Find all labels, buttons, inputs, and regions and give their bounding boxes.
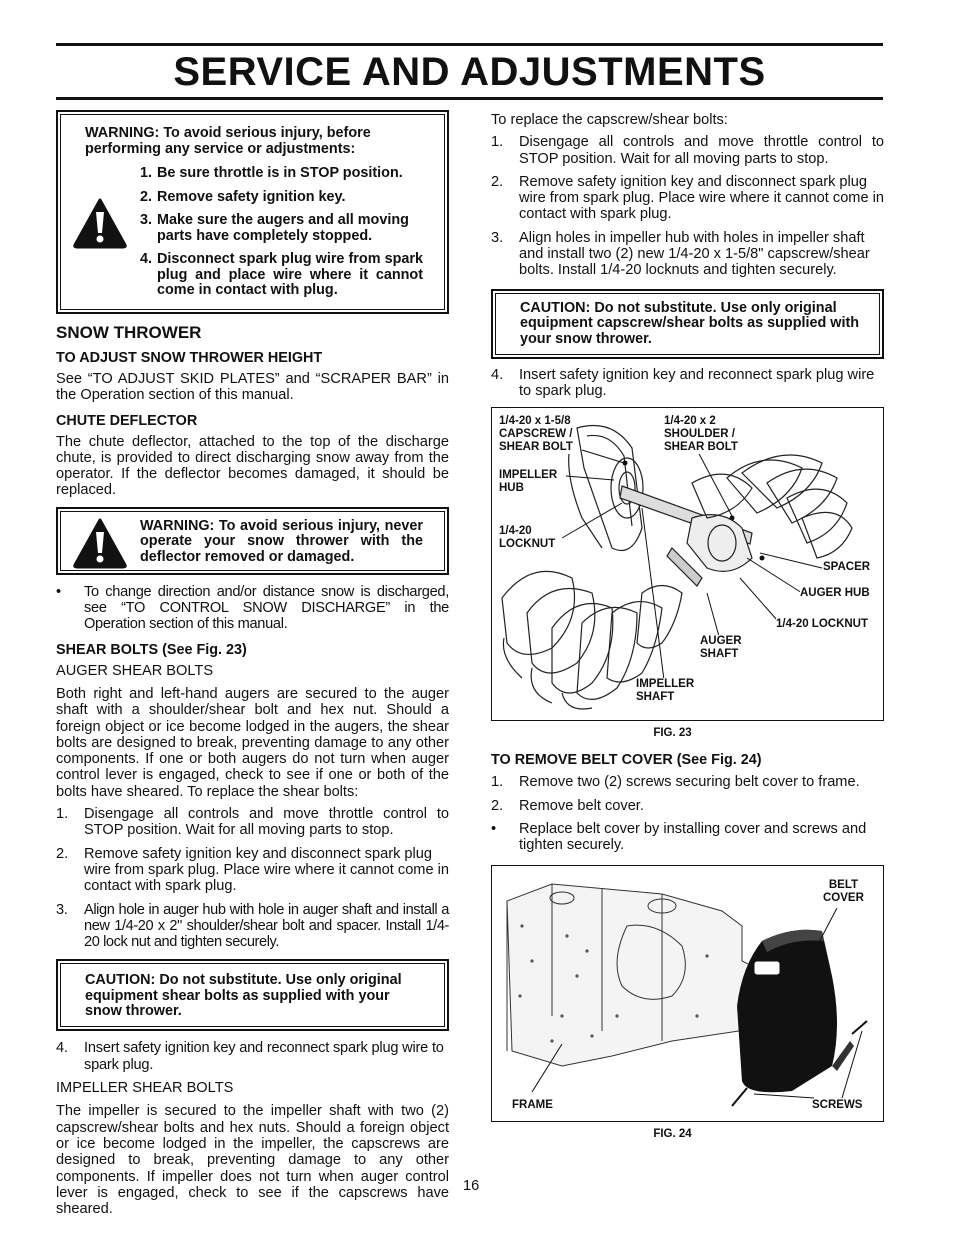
warning-box-service (56, 110, 449, 314)
auger-shear-text: Both right and left-hand augers are secured to the auger shaft with a shoulder/shear bolt and hex nut. Should a foreign object or ice become lodged in the augers, the shear bolts are designed to break, preventing damage to any other components. If one or both augers do not turn when auger control lever is engaged, check to see if one or both of the bolts have sheared. To replace the shear bolts: (56, 685, 449, 800)
capscrew-step-4: 4. Insert safety ignition key and reconnect spark plug wire to spark plug. (491, 366, 875, 399)
heading-remove-belt-cover: TO REMOVE BELT COVER (See Fig. 24) (491, 752, 762, 769)
replace-capscrew-intro: To replace the capscrew/shear bolts: (491, 112, 728, 128)
warning-step: 2. Remove safety ignition key. (140, 188, 346, 205)
figure-23-auger-impeller (491, 407, 884, 721)
label-impeller-shaft: IMPELLER SHAFT (636, 678, 695, 704)
belt-step: 2. Remove belt cover. (491, 797, 644, 814)
warning-step: 1. Be sure throttle is in STOP position. (140, 165, 403, 181)
belt-step-bullet: • Replace belt cover by installing cover and screws and tighten securely. (491, 820, 867, 854)
figure-23-caption: FIG. 23 (653, 727, 692, 740)
figure-24-belt-cover (491, 865, 884, 1122)
caution-box-capscrew (491, 289, 884, 359)
label-locknut-right: 1/4-20 LOCKNUT (776, 618, 869, 631)
caution-capscrew-text: CAUTION: Do not substitute. Use only original equipment capscrew/shear bolts as supplied with your snow thrower. (520, 299, 860, 347)
subheading-impeller-shear-bolts: IMPELLER SHEAR BOLTS (56, 1080, 234, 1097)
auger-step: 3. Align hole in auger hub with hole in auger shaft and install a new 1/4-20 x 2" shoulder/shear bolt and spacer. Install 1/4-20 lock nut and tighten securely. (56, 901, 449, 951)
heading-chute-deflector: CHUTE DEFLECTOR (56, 412, 198, 429)
warning-triangle-icon (72, 517, 128, 569)
caution-box-auger (56, 959, 449, 1031)
warning-intro: WARNING: To avoid serious injury, before performing any service or adjustments: (85, 125, 371, 157)
label-shoulder-shear-bolt: 1/4-20 x 2 SHOULDER / SHEAR BOLT (664, 415, 738, 454)
heading-shear-bolts: SHEAR BOLTS (See Fig. 23) (56, 641, 247, 658)
impeller-shear-text: The impeller is secured to the impeller shaft with two (2) capscrew/shear bolts and hex nuts. Should a foreign object or ice become lodged in the impeller, the capscrews are designed to break, preventing damage to any other components. If impeller does not turn when auger control lever is engaged, check to see if the capscrews have sheared. (56, 1103, 449, 1218)
label-impeller-hub: IMPELLER HUB (499, 469, 558, 495)
capscrew-step: 2. Remove safety ignition key and disconnect spark plug wire from spark plug. Place wire where it cannot come in contact with spark plug. (491, 173, 884, 223)
title-bottom-rule (56, 97, 883, 100)
auger-step-4: 4. Insert safety ignition key and reconnect spark plug wire to spark plug. (56, 1040, 444, 1073)
warning-deflector-text: WARNING: To avoid serious injury, never operate your snow thrower with the deflector removed or damaged. (140, 517, 423, 565)
warning-step: 4. Disconnect spark plug wire from spark plug and place wire where it cannot come in contact with plug. (140, 251, 423, 298)
height-text: See “TO ADJUST SKID PLATES” and “SCRAPER BAR” in the Operation section of this manual. (56, 371, 449, 404)
warning-triangle-icon (72, 197, 128, 249)
label-spacer: SPACER (823, 561, 871, 574)
belt-step: 1. Remove two (2) screws securing belt cover to frame. (491, 774, 860, 791)
label-locknut-left: 1/4-20 LOCKNUT (499, 525, 556, 551)
right-column (491, 112, 884, 1140)
discharge-bullet: • To change direction and/or distance snow is discharged, see “TO CONTROL SNOW DISCHARGE” in the Operation section of this manual. (56, 583, 449, 633)
figure-24-caption: FIG. 24 (653, 1128, 692, 1141)
capscrew-step: 3. Align holes in impeller hub with holes in impeller shaft and install two (2) new 1/4-20 x 1-5/8" capscrew/shear bolts. Install 1/4-20 locknuts and tighten securely. (491, 229, 870, 279)
label-auger-shaft: AUGER SHAFT (700, 635, 742, 661)
page-number: 16 (463, 1178, 480, 1194)
heading-adjust-height: TO ADJUST SNOW THROWER HEIGHT (56, 350, 323, 366)
label-auger-hub: AUGER HUB (800, 587, 870, 600)
label-frame: FRAME (512, 1099, 553, 1112)
top-rule (56, 43, 883, 46)
warning-step: 3. Make sure the augers and all moving parts have completely stopped. (140, 212, 409, 244)
warning-steps (140, 166, 423, 299)
auger-step: 1. Disengage all controls and move throttle control to STOP position. Wait for all moving parts to stop. (56, 806, 449, 839)
section-heading-snow-thrower: SNOW THROWER (56, 323, 202, 342)
caution-auger-text: CAUTION: Do not substitute. Use only original equipment shear bolts as supplied with your snow thrower. (85, 972, 402, 1020)
subheading-auger-shear-bolts: AUGER SHEAR BOLTS (56, 662, 214, 679)
label-capscrew-shear-bolt: 1/4-20 x 1-5/8 CAPSCREW / SHEAR BOLT (499, 415, 573, 454)
warning-box-deflector (56, 507, 449, 575)
left-column (56, 108, 449, 1217)
label-belt-cover: BELT COVER (823, 879, 864, 905)
auger-step: 2. Remove safety ignition key and disconnect spark plug wire from spark plug. Place wire where it cannot come in contact with spark plug. (56, 845, 449, 895)
page-title: SERVICE AND ADJUSTMENTS (173, 50, 766, 94)
label-screws: SCREWS (812, 1099, 863, 1112)
chute-text: The chute deflector, attached to the top of the discharge chute, is provided to direct discharging snow away from the operator. If the deflector becomes damaged, it should be replaced. (56, 433, 449, 499)
capscrew-step: 1. Disengage all controls and move throttle control to STOP position. Wait for all moving parts to stop. (491, 134, 884, 167)
